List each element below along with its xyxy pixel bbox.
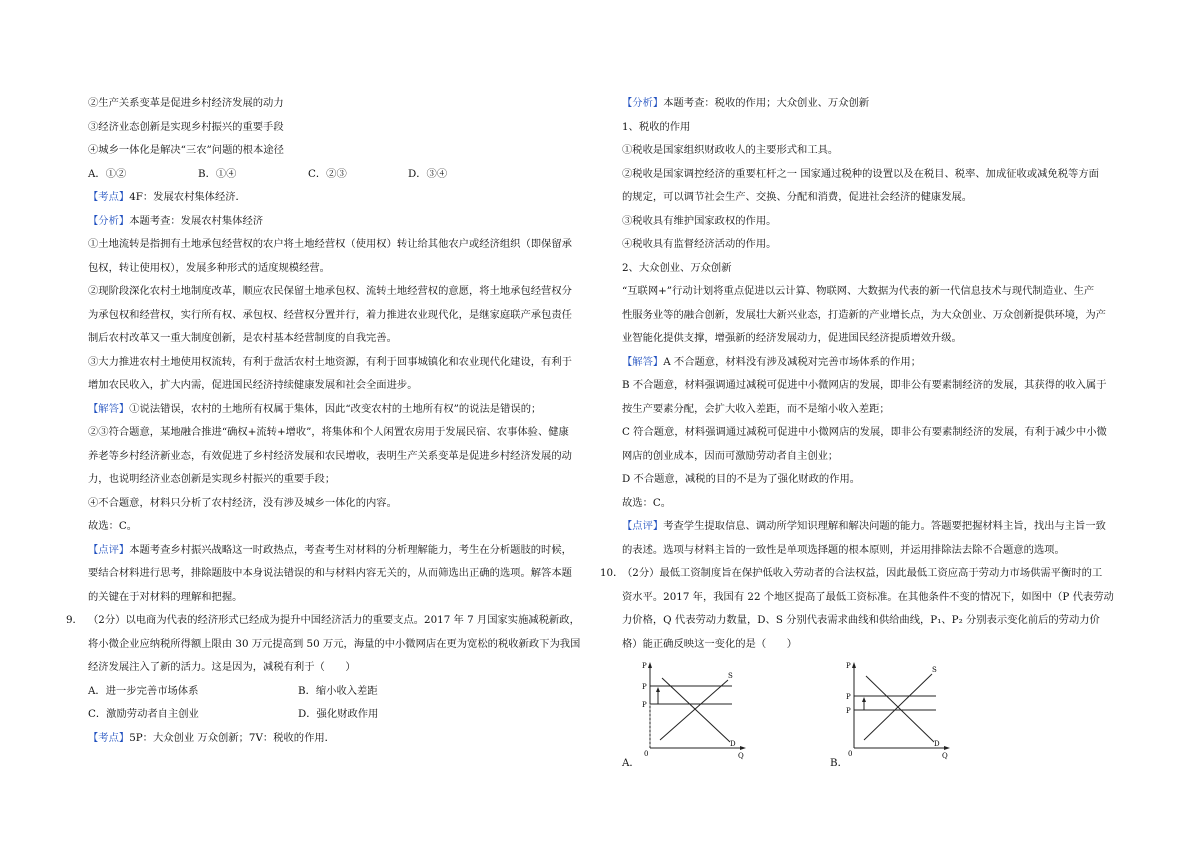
jieda: [622, 351, 1122, 375]
text-line: 按生产要素分配，会扩大收入差距，而不是缩小收入差距；: [622, 402, 890, 415]
label-origin: 0: [644, 750, 649, 758]
text-line: 格）能正确反映这一变化的是（ ）: [622, 637, 798, 650]
jieda-tag: 【解答】: [88, 402, 130, 415]
text-line: 资水平。2017 年，我国有 22 个地区提高了最低工资标准。在其他条件不变的情况下，如图中（P 代表劳动: [622, 590, 1114, 603]
label-s: S: [728, 672, 733, 680]
fenxi-tag: 【分析】: [622, 97, 664, 109]
q9-option-d: D．强化财政作用: [298, 708, 379, 720]
text-line: 要结合材料进行思考，排除题肢中本身说法错误的和与材料内容无关的，从而筛选出正确的选项。解答本题: [88, 567, 572, 579]
q8-option-b: B．①④: [198, 167, 237, 180]
q8-jieda: [88, 398, 588, 422]
text-line: ②税收是国家调控经济的重要杠杆之一 国家通过税种的设置以及在税目、税率、加成征收或减免税等方面: [622, 167, 1099, 180]
jieda-text: ①说法错误，农村的土地所有权属于集体，因此“改变农村的土地所有权”的说法是错误的；: [129, 402, 542, 415]
text-line: C 符合题意，材料强调通过减税可促进中小微网店的发展，即非公有要素制经济的发展，有利于减少中小微: [622, 426, 1107, 438]
text-line: 故选：C。: [88, 520, 138, 532]
question-9: [66, 609, 588, 680]
text-line: 力，也说明经济业态创新是实现乡村振兴的重要手段；: [88, 473, 336, 485]
text-line: ①税收是国家组织财政收人的主要形式和工具。: [622, 144, 839, 156]
text-line: “互联网+”行动计划将重点促进以云计算、物联网、大数据为代表的新一代信息技术与现代制造业、生产: [622, 285, 1095, 297]
text-line: 故选：C。: [622, 496, 672, 509]
label-p1: P: [642, 701, 647, 709]
q9-option-a: A．进一步完善市场体系: [88, 684, 199, 697]
text-line: 制后农村改革又一重大制度创新，是农村基本经营制度的自我完善。: [88, 332, 397, 344]
label-p1: P: [846, 707, 851, 715]
q8-fenxi: [88, 210, 588, 234]
q8-option-d: D．③④: [408, 167, 448, 180]
text-line: 业智能化提供支撑，增强新的经济发展动力，促进国民经济提质增效升级。: [622, 332, 962, 344]
q8-kaodian: [88, 186, 588, 210]
text-line: 网店的创业成本，因而可激励劳动者自主创业；: [622, 449, 839, 462]
graph-b-svg: [844, 660, 954, 760]
q9-kaodian: [88, 727, 588, 751]
text-line: 2、大众创业、万众创新: [622, 261, 732, 274]
q10-graphs: [622, 660, 1122, 770]
text-line: 增加农民收入，扩大内需，促进国民经济持续健康发展和社会全面进步。: [88, 379, 418, 391]
text-line: 的关键在于对材料的理解和把握。: [88, 590, 243, 603]
q10-number: 10．: [600, 567, 624, 579]
left-column: [66, 92, 588, 750]
graph-b: [844, 660, 954, 760]
text-line: 为承包权和经营权，实行所有权、承包权、经营权分置并行，着力推进农业现代化，是继家庭联产承包责任: [88, 308, 572, 321]
q8-options: [88, 163, 588, 187]
text-line: 1、税收的作用: [622, 120, 691, 133]
question-10: [600, 562, 1122, 656]
text-line: ①土地流转是指拥有土地承包经营权的农户将土地经营权（使用权）转让给其他农户或经济组织（即保留承: [88, 238, 572, 250]
text-line: ④不合题意，材料只分析了农村经济，没有涉及城乡一体化的内容。: [88, 496, 397, 509]
text-line: 经济发展注入了新的活力。这是因为，减税有利于（ ）: [88, 661, 356, 673]
kaodian-tag: 【考点】: [88, 191, 130, 203]
label-s: S: [932, 666, 937, 674]
kaodian-tag: 【考点】: [88, 731, 130, 744]
text-line: 力价格，Q 代表劳动力数量，D、S 分别代表需求曲线和供给曲线，P₁、P₂ 分别表示变化前后的劳动力价: [622, 614, 1100, 626]
jieda-text: A 不合题意，材料没有涉及减税对完善市场体系的作用；: [663, 355, 922, 368]
dianping-tag: 【点评】: [88, 543, 130, 556]
text-line: B 不合题意，材料强调通过减税可促进中小微网店的发展，即非公有要素制经济的发展，其获得的收入属于: [622, 379, 1107, 391]
fenxi-text: 本题考查：发展农村集体经济: [129, 214, 264, 227]
graph-b-label: B．: [830, 757, 848, 769]
text-line: （2分）最低工资制度旨在保护低收入劳动者的合法权益，因此最低工资应高于劳动力市场供需平衡时的工: [622, 567, 1103, 579]
label-p2: P: [846, 693, 851, 701]
text-line: ④税收具有监督经济活动的作用。: [622, 238, 777, 250]
q8-option-a: A．①②: [88, 167, 127, 180]
right-column: [600, 92, 1122, 770]
graph-a-svg: [640, 660, 750, 760]
dianping-tag: 【点评】: [622, 520, 664, 532]
dianping: [622, 515, 1122, 539]
q9-options-row2: [88, 703, 588, 727]
text-line: ②生产关系变革是促进乡村经济发展的动力: [88, 97, 284, 109]
text-line: D 不合题意，减税的目的不是为了强化财政的作用。: [622, 473, 861, 485]
text-line: 的规定，可以调节社会生产、交换、分配和消费，促进社会经济的健康发展。: [622, 191, 973, 203]
q9-option-b: B．缩小收入差距: [298, 684, 378, 697]
q9-option-c: C．激励劳动者自主创业: [88, 708, 199, 720]
kaodian-text: 4F：发展农村集体经济．: [129, 191, 246, 203]
fenxi: [622, 92, 1122, 116]
jieda-tag: 【解答】: [622, 355, 664, 368]
text-line: ②现阶段深化农村土地制度改革，顺应农民保留土地承包权、流转土地经营权的意愿，将土地承包经营权分: [88, 285, 572, 297]
label-origin: 0: [848, 750, 853, 758]
text-line: ④城乡一体化是解决“三农”问题的根本途径: [88, 144, 284, 156]
text-line: 养老等乡村经济新业态，有效促进了乡村经济发展和农民增收，表明生产关系变革是促进乡村经济发展的动: [88, 449, 572, 462]
q8-option-c: C．②③: [308, 167, 347, 180]
text-line: 的表述。选项与材料主旨的一致性是单项选择题的根本原则，并运用排除法去除不合题意的选项。: [622, 543, 1065, 556]
axis-p: P: [846, 662, 851, 670]
text-line: 将小微企业应纳税所得额上限由 30 万元提高到 50 万元，海量的中小微网店在更为宽松的税收新政下为我国: [88, 637, 581, 650]
text-line: ③经济业态创新是实现乡村振兴的重要手段: [88, 120, 284, 133]
axis-q: Q: [738, 752, 744, 760]
q9-options-row1: [88, 680, 588, 704]
fenxi-text: 本题考查：税收的作用；大众创业、万众创新: [663, 97, 870, 109]
text-line: ③税收具有维护国家政权的作用。: [622, 214, 777, 227]
dianping-text: 本题考查乡村振兴战略这一时政热点，考查考生对材料的分析理解能力，考生在分析题肢的时候，: [129, 543, 572, 556]
axis-q: Q: [942, 752, 948, 760]
label-p2: P: [642, 683, 647, 691]
graph-a-label: A．: [622, 757, 640, 769]
dianping-text: 考查学生提取信息、调动所学知识理解和解决问题的能力。答题要把握材料主旨，找出与主旨一致: [663, 520, 1106, 532]
label-d: D: [730, 740, 736, 748]
text-line: ②③符合题意，某地融合推进“确权+流转+增收”，将集体和个人闲置农房用于发展民宿、农事体验、健康: [88, 426, 569, 438]
fenxi-tag: 【分析】: [88, 214, 130, 227]
axis-p: P: [642, 662, 647, 670]
label-d: D: [934, 740, 940, 748]
text-line: （2分）以电商为代表的经济形式已经成为提升中国经济活力的重要支点。2017 年 7 月国家实施减税新政，: [88, 614, 580, 626]
text-line: 性服务业等的融合创新，发展壮大新兴业态，打造新的产业增长点，为大众创业、万众创新提供环境，为产: [622, 308, 1106, 321]
graph-a: [640, 660, 750, 760]
q9-number: 9．: [66, 614, 83, 626]
kaodian-text: 5P：大众创业 万众创新；7V：税收的作用．: [129, 731, 335, 744]
text-line: ③大力推进农村土地使用权流转，有利于盘活农村土地资源，有利于回事城镇化和农业现代化建设，有利于: [88, 355, 572, 368]
q8-dianping: [88, 539, 588, 563]
text-line: 包权，转让使用权），发展多种形式的适度规模经营。: [88, 261, 330, 274]
